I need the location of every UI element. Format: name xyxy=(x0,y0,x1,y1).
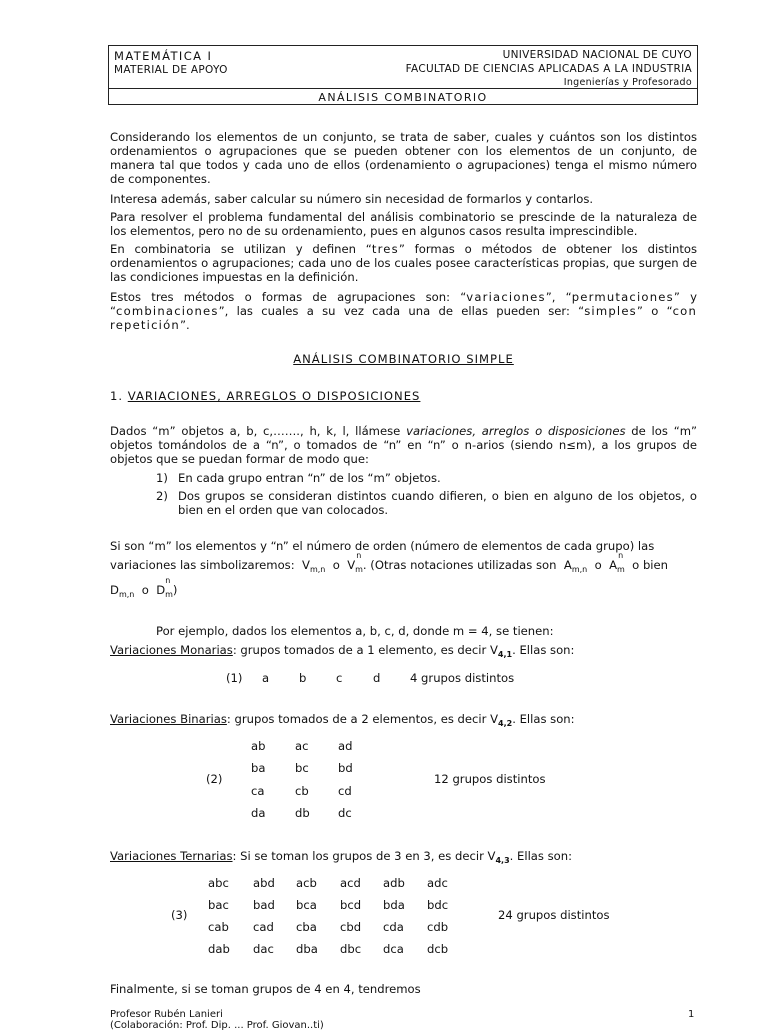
symbol-v-mn: $V_{m,n}$ xyxy=(302,558,326,574)
binaria-cell: db xyxy=(295,806,310,820)
monaria-item: c xyxy=(336,671,343,685)
definition-paragraph: Dados “m” objetos a, b, c,……., h, k, l, llámese variaciones, arreglos o disposiciones de los “m” objetos tomándolos de a “n”, o tomados de “n” en “n” o n-arios (siendo n≤m), a los grupos de objetos que se puedan formar de modo que: xyxy=(110,424,697,466)
binaria-cell: cb xyxy=(295,784,309,798)
binarias-count: 12 grupos distintos xyxy=(434,772,546,786)
symbol-a-mn: $A_{m,n}$ xyxy=(563,558,588,574)
header-box xyxy=(108,45,698,105)
subsection-heading: 1. VARIACIONES, ARREGLOS O DISPOSICIONES xyxy=(110,389,421,403)
ternarias-index: (3) xyxy=(171,908,188,922)
ternaria-cell: adc xyxy=(427,876,448,890)
intro-paragraph-1: Considerando los elementos de un conjunto, se trata de saber, cuales y cuántos son los distintos ordenamientos o agrupaciones que se pueden obtener con los elementos de un conjunto, de manera tal que todos y cada uno de ellos (ordenamiento o agrupaciones) tenga el mismo número de componentes. xyxy=(110,130,697,186)
ternaria-cell: dac xyxy=(253,942,274,956)
binarias-caption: Variaciones Binarias: grupos tomados de a 2 elementos, es decir $V_{4,2}$. Ellas son: xyxy=(110,712,575,728)
header-divider xyxy=(109,88,697,89)
ternaria-cell: dcb xyxy=(427,942,449,956)
ternaria-cell: dbc xyxy=(340,942,362,956)
ternarias-count: 24 grupos distintos xyxy=(498,908,610,922)
ternaria-cell: cab xyxy=(208,920,229,934)
ternaria-cell: cdb xyxy=(427,920,449,934)
binaria-cell: bd xyxy=(338,761,353,775)
ternaria-cell: cda xyxy=(383,920,404,934)
university-name: UNIVERSIDAD NACIONAL DE CUYO xyxy=(502,49,692,61)
intro-paragraph-3: Para resolver el problema fundamental del análisis combinatorio se prescinde de la naturaleza de los elementos, pero no de su ordenamiento, pues en algunos casos resulta imprescindible. xyxy=(110,210,697,238)
binaria-cell: ad xyxy=(338,739,353,753)
ternaria-cell: bda xyxy=(383,898,405,912)
binaria-cell: ab xyxy=(251,739,266,753)
symbol-a-n-m: A n $_m$ xyxy=(609,551,625,574)
example-intro: Por ejemplo, dados los elementos a, b, c, d, donde m = 4, se tienen: xyxy=(156,624,554,638)
ternaria-cell: acd xyxy=(340,876,361,890)
programs-label: Ingenierías y Profesorado xyxy=(563,77,692,88)
ternaria-cell: abd xyxy=(253,876,275,890)
ternaria-cell: acb xyxy=(296,876,317,890)
ternarias-caption: Variaciones Ternarias: Si se toman los grupos de 3 en 3, es decir $V_{4,3}$. Ellas son: xyxy=(110,849,573,865)
ternaria-cell: abc xyxy=(208,876,229,890)
page-number: 1 xyxy=(688,1009,695,1020)
ternaria-cell: bca xyxy=(296,898,317,912)
ternaria-cell: bad xyxy=(253,898,275,912)
binarias-index: (2) xyxy=(206,772,223,786)
ternaria-cell: cbd xyxy=(340,920,362,934)
ternaria-cell: adb xyxy=(383,876,405,890)
ternaria-cell: bac xyxy=(208,898,229,912)
intro-paragraph-4: En combinatoria se utilizan y definen “tres” formas o métodos de obtener los distintos ordenamientos o agrupaciones; cada uno de los cuales posee características propias, que surgen de las condiciones impuestas en la definición. xyxy=(110,242,697,284)
binaria-cell: ac xyxy=(295,739,309,753)
ternaria-cell: cad xyxy=(253,920,274,934)
footer-collaboration: (Colaboración: Prof. Dip. ... Prof. Giovan..ti) xyxy=(110,1020,324,1031)
binaria-cell: dc xyxy=(338,806,352,820)
symbol-d-mn: $D_{m,n}$ xyxy=(110,583,135,599)
final-sentence: Finalmente, si se toman grupos de 4 en 4, tendremos xyxy=(110,982,421,996)
ternaria-cell: dca xyxy=(383,942,404,956)
monaria-item: d xyxy=(373,671,381,685)
binaria-cell: ca xyxy=(251,784,265,798)
binaria-cell: ba xyxy=(251,761,266,775)
intro-paragraph-5: Estos tres métodos o formas de agrupaciones son: “variaciones”, “permutaciones” y “combinaciones”, las cuales a su vez cada una de ellas pueden ser: “simples” o “con repetición”. xyxy=(110,290,698,332)
ternaria-cell: bcd xyxy=(340,898,362,912)
notation-line-2: variaciones las simbolizaremos: $V_{m,n}$ o V n $_m$. (Otras notaciones utilizadas son $A_{m,n}$ o A n $_m$ o bien xyxy=(110,551,669,574)
ternaria-cell: bdc xyxy=(427,898,449,912)
footer-author: Profesor Rubén Lanieri xyxy=(110,1009,223,1020)
monaria-item: a xyxy=(262,671,270,685)
ternaria-cell: dba xyxy=(296,942,318,956)
binaria-cell: da xyxy=(251,806,266,820)
monarias-count: 4 grupos distintos xyxy=(410,671,515,685)
intro-paragraph-2: Interesa además, saber calcular su número sin necesidad de formarlos y contarlos. xyxy=(110,192,594,206)
condition-item-2: 2) Dos grupos se consideran distintos cuando difieren, o bien en alguno de los objetos, o bien en el orden que van colocados. xyxy=(156,489,697,517)
course-name: MATEMÁTICA I xyxy=(114,49,213,63)
symbol-d-n-m: D n $_m$ xyxy=(156,576,173,599)
notation-line-1: Si son “m” los elementos y “n” el número de orden (número de elementos de cada grupo) las xyxy=(110,539,655,553)
notation-line-3: $D_{m,n}$ o D n $_m$) xyxy=(110,576,178,599)
binaria-cell: cd xyxy=(338,784,352,798)
ternaria-cell: cba xyxy=(296,920,317,934)
monarias-index: (1) xyxy=(226,671,243,685)
condition-item-1: 1) En cada grupo entran “n” de los “m” objetos. xyxy=(156,471,441,485)
material-label: MATERIAL DE APOYO xyxy=(114,64,228,76)
section-heading: ANÁLISIS COMBINATORIO SIMPLE xyxy=(293,352,514,366)
symbol-v-n-m: V n $_m$ xyxy=(347,551,363,574)
ternaria-cell: dab xyxy=(208,942,230,956)
binaria-cell: bc xyxy=(295,761,309,775)
document-title: ANÁLISIS COMBINATORIO xyxy=(318,91,488,104)
monaria-item: b xyxy=(299,671,307,685)
faculty-name: FACULTAD DE CIENCIAS APLICADAS A LA INDUSTRIA xyxy=(405,63,692,75)
monarias-caption: Variaciones Monarias: grupos tomados de a 1 elemento, es decir $V_{4,1}$. Ellas son: xyxy=(110,643,575,659)
